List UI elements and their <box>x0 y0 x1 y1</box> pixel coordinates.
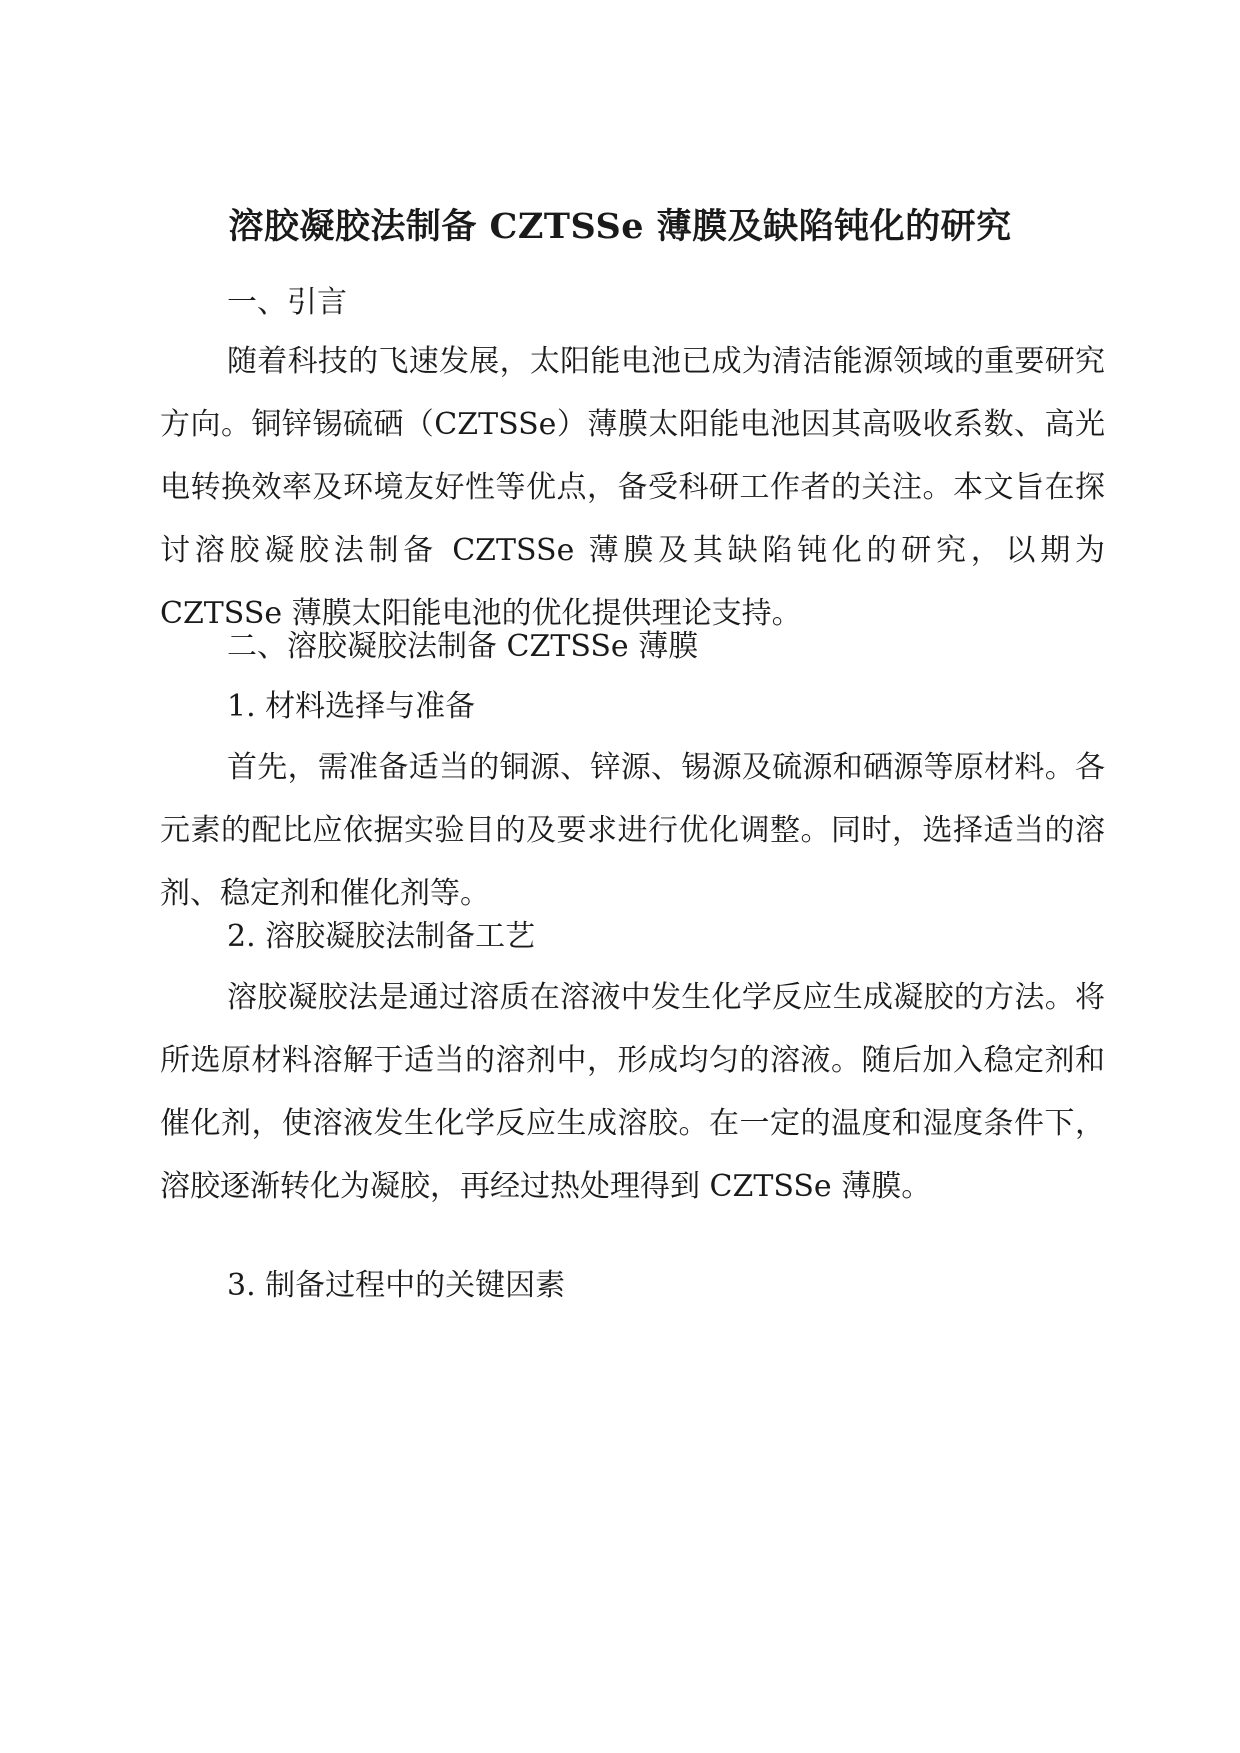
paragraph-materials: 首先，需准备适当的铜源、锌源、锡源及硫源和硒源等原材料。各元素的配比应依据实验目的及要求进行优化调整。同时，选择适当的溶剂、稳定剂和催化剂等。 <box>160 750 1105 911</box>
subsection-heading-materials: 1. 材料选择与准备 <box>227 689 476 724</box>
paragraph-process: 溶胶凝胶法是通过溶质在溶液中发生化学反应生成凝胶的方法。将所选原材料溶解于适当的溶剂中，形成均匀的溶液。随后加入稳定剂和催化剂，使溶液发生化学反应生成溶胶。在一定的温度和湿度条件下，溶胶逐渐转化为凝胶，再经过热处理得到 CZTSSe 薄膜。 <box>160 980 1105 1204</box>
section-heading-preparation: 二、溶胶凝胶法制备 CZTSSe 薄膜 <box>227 629 699 664</box>
subsection-heading-key-factors: 3. 制备过程中的关键因素 <box>227 1268 566 1303</box>
subsection-heading-process: 2. 溶胶凝胶法制备工艺 <box>227 919 536 954</box>
document-title: 溶胶凝胶法制备 CZTSSe 薄膜及缺陷钝化的研究 <box>228 206 1012 247</box>
section-heading-introduction: 一、引言 <box>227 285 347 320</box>
paragraph-introduction: 随着科技的飞速发展，太阳能电池已成为清洁能源领域的重要研究方向。铜锌锡硫硒（CZTSSe）薄膜太阳能电池因其高吸收系数、高光电转换效率及环境友好性等优点，备受科研工作者的关注。本文旨在探讨溶胶凝胶法制备 CZTSSe 薄膜及其缺陷钝化的研究，以期为 CZTSSe 薄膜太阳能电池的优化提供理论支持。 <box>160 344 1105 631</box>
